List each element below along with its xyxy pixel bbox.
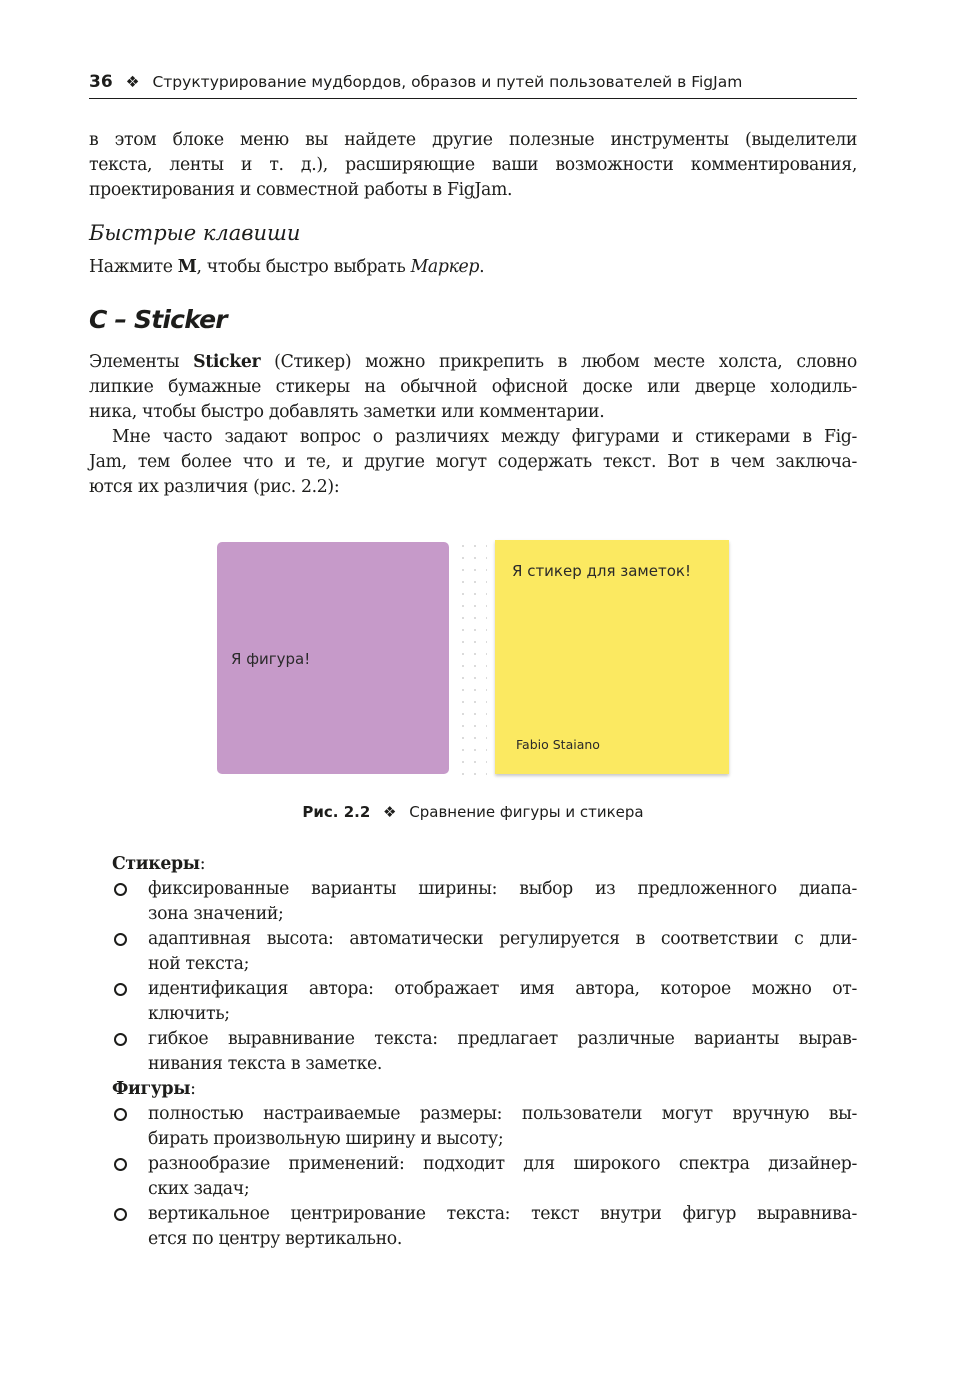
bullet-circle-icon xyxy=(114,1033,127,1046)
canvas-dot-grid xyxy=(457,540,487,776)
shortcut-text: , чтобы быстро выбрать xyxy=(196,257,411,277)
sticker-example xyxy=(495,540,729,774)
shortcut-tool: Маркер xyxy=(410,257,480,277)
sticker-author: Fabio Staiano xyxy=(516,737,600,752)
caption-text: Сравнение фигуры и стикера xyxy=(409,803,644,821)
bullet-circle-icon xyxy=(114,883,127,896)
sticker-paragraph-1 xyxy=(89,350,857,425)
caption-label: Рис. 2.2 xyxy=(302,803,371,821)
sticker-text: Я стикер для заметок! xyxy=(512,562,691,580)
page-number: 36 xyxy=(89,72,113,92)
shape-text: Я фигура! xyxy=(231,650,311,668)
shortcut-text: . xyxy=(479,257,485,277)
intro-paragraph xyxy=(89,128,857,203)
para-text: Элементы xyxy=(89,352,194,372)
figure-2-2 xyxy=(217,540,729,776)
para-line: Мне часто задают вопрос о различиях между фигурами и стикерами в Fig- xyxy=(112,427,857,447)
bullet-circle-icon xyxy=(114,1158,127,1171)
bullet-circle-icon xyxy=(114,983,127,996)
shortcuts-heading: Быстрые клавиши xyxy=(89,221,301,245)
para-line: липкие бумажные стикеры на обычной офисной доске или дверце холодиль- xyxy=(89,377,857,397)
shape-example xyxy=(217,542,449,774)
para-line: ника, чтобы быстро добавлять заметки или комментарии. xyxy=(89,402,605,422)
running-header xyxy=(89,72,857,99)
chapter-title: Структурирование мудбордов, образов и путей пользователей в FigJam xyxy=(152,73,743,91)
para-line: Jam, тем более что и те, и другие могут содержать текст. Вот в чем заключа- xyxy=(89,452,857,472)
para-line: ются их различия (рис. 2.2): xyxy=(89,477,340,497)
shortcut-key: M xyxy=(177,257,197,277)
shortcuts-paragraph xyxy=(89,255,857,280)
para-text: (Стикер) можно прикрепить в любом месте холста, словно xyxy=(260,352,857,372)
bullet-circle-icon xyxy=(114,1108,127,1121)
figure-caption xyxy=(89,803,857,821)
section-title: C – Sticker xyxy=(89,305,227,334)
caption-separator-icon: ❖ xyxy=(383,803,397,821)
stickers-list-heading: Стикеры: xyxy=(112,854,206,874)
sticker-term: Sticker xyxy=(193,352,261,372)
bullet-circle-icon xyxy=(114,1208,127,1221)
shortcut-text: Нажмите xyxy=(89,257,178,277)
intro-line: в этом блоке меню вы найдете другие полезные инструменты (выделители xyxy=(89,130,857,150)
shapes-list-heading: Фигуры: xyxy=(112,1079,196,1099)
sticker-paragraph-2 xyxy=(89,425,857,500)
header-separator-icon: ❖ xyxy=(125,73,140,91)
intro-line: текста, ленты и т. д.), расширяющие ваши возможности комментирования, xyxy=(89,155,857,175)
intro-line: проектирования и совместной работы в FigJam. xyxy=(89,180,513,200)
bullet-circle-icon xyxy=(114,933,127,946)
